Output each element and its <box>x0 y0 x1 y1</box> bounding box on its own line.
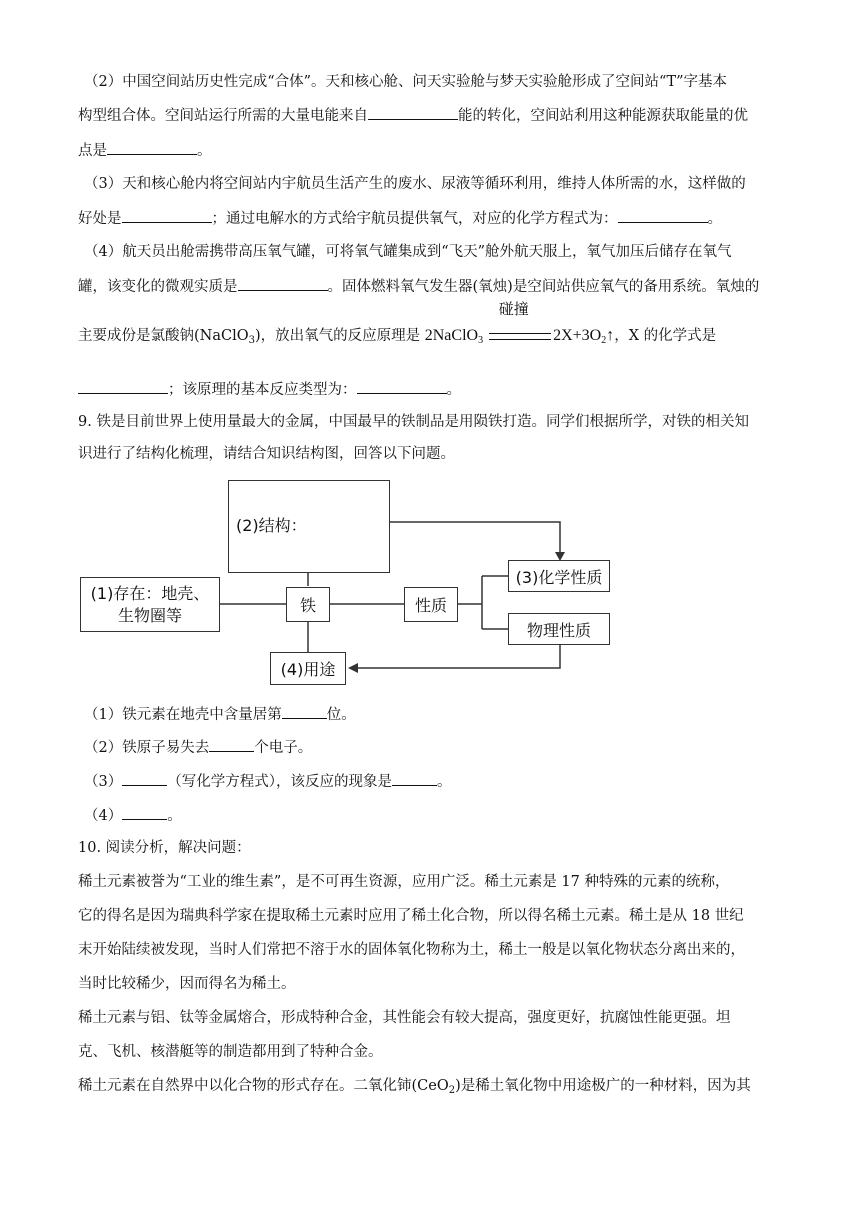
q9-2-text-b: 个电子。 <box>254 740 313 756</box>
q9-line-1: 9. 铁是目前世界上使用量最大的金属，中国最早的铁制品是用陨铁打造。同学们根据所学，对铁的相关知 <box>78 414 749 430</box>
q9-3-text-a: （3） <box>84 774 123 790</box>
answer-blank[interactable] <box>282 704 327 719</box>
q4-text-b: 。固体燃料氧气发生器(氧烛)是空间站供应氧气的备用系统。氧烛的 <box>327 279 760 295</box>
q9-1-text-a: （1）铁元素在地壳中含量居第 <box>84 707 282 723</box>
q10-p2-line-1: 稀土元素与铝、钛等金属熔合，形成特种合金，其性能会有较大提高，强度更好，抗腐蚀性能更强。坦 <box>78 1010 731 1026</box>
answer-blank[interactable] <box>122 805 167 820</box>
q9-2-text-a: （2）铁原子易失去 <box>84 740 210 756</box>
answer-blank[interactable] <box>122 771 167 786</box>
structure-label: (2)结构： <box>236 516 307 535</box>
iron-box: 铁 <box>286 587 330 622</box>
q2-text-b: 能的转化，空间站利用这种能源获取能量的优 <box>458 108 748 124</box>
q4-text-d: )，放出氧气的反应原理是 <box>254 328 421 344</box>
q10-title: 10. 阅读分析，解决问题： <box>78 840 251 856</box>
q3-text-a: 好处是 <box>78 211 122 227</box>
use-box: (4)用途 <box>270 652 346 685</box>
q4-text-g: 。 <box>446 382 461 398</box>
q9-sub-4 <box>84 805 794 826</box>
q4-text-a: 罐，该变化的微观实质是 <box>78 279 238 295</box>
equation-reactant: 2NaClO <box>424 327 479 344</box>
q4-text-c: 主要成份是氯酸钠(NaClO <box>78 328 249 344</box>
q4-line-1: （4）航天员出舱需携带高压氧气罐，可将氧气罐集成到“飞天”舱外航天服上，氧气加压后储存在氧气 <box>84 244 732 260</box>
q9-4-text-a: （4） <box>84 808 123 824</box>
arrow-physical-use <box>356 645 560 668</box>
q2-text-a: 构型组合体。空间站运行所需的大量电能来自 <box>78 108 368 124</box>
q10-p3-text-b: )是稀土氧化物中用途极广的一种材料，因为其 <box>455 1078 751 1094</box>
subscript: 3 <box>478 335 484 346</box>
q10-p1-line-2: 它的得名是因为瑞典科学家在提取稀土元素时应用了稀土化合物，所以得名稀土元素。稀土是从 18 世纪 <box>78 908 744 924</box>
arrow-head-icon <box>348 663 358 673</box>
q9-sub-1 <box>84 704 794 725</box>
q10-p1-line-3: 末开始陆续被发现，当时人们常把不溶于水的固体氧化物称为土，稀土一般是以氧化物状态分离出来的， <box>78 942 745 958</box>
q4-text-e: ，X 的化学式是 <box>614 328 717 344</box>
q10-p3-text-a: 稀土元素在自然界中以化合物的形式存在。二氧化铈(CeO <box>78 1078 449 1094</box>
q3-text-b: ；通过电解水的方式给宇航员提供氧气，对应的化学方程式为： <box>211 211 618 227</box>
q9-sub-3 <box>84 771 794 792</box>
existence-text: 生物圈等 <box>117 605 182 625</box>
q4-text-f: ；该原理的基本反应类型为： <box>168 382 357 398</box>
q10-p1-line-4: 当时比较稀少，因而得名为稀土。 <box>78 976 296 992</box>
q9-3-text-c: 。 <box>436 774 452 790</box>
arrow-structure-chemical <box>390 522 560 555</box>
gas-arrow-icon: ↑ <box>606 327 615 344</box>
q2-line-1: （2）中国空间站历史性完成“合体”。天和核心舱、问天实验舱与梦天实验舱形成了空间站“T”字基本 <box>84 74 728 90</box>
q10-p3-line-1 <box>78 1076 788 1096</box>
existence-text: (1)存在：地壳、 <box>90 583 210 603</box>
chemical-property-box: (3)化学性质 <box>508 560 610 592</box>
q10-p1-line-1: 稀土元素被誉为“工业的维生素”，是不可再生资源，应用广泛。稀土元素是 17 种特殊的元素的统称， <box>78 874 730 890</box>
q9-3-text-b: （写化学方程式），该反应的现象是 <box>167 774 392 790</box>
q9-line-2: 识进行了结构化梳理，请结合知识结构图，回答以下问题。 <box>78 446 455 462</box>
answer-blank[interactable] <box>209 737 254 752</box>
q9-1-text-b: 位。 <box>326 707 356 723</box>
reaction-condition: 碰撞 <box>498 302 529 318</box>
existence-box <box>80 577 220 632</box>
q2-text-c: 点是 <box>78 143 107 159</box>
q2-text-d: 。 <box>197 143 212 159</box>
q3-text-c: 。 <box>707 211 722 227</box>
subscript: 2 <box>448 1085 456 1096</box>
q3-line-1: （3）天和核心舱内将空间站内宇航员生活产生的废水、尿液等循环利用，维持人体所需的水，这样做的 <box>84 176 746 192</box>
q9-4-text-b: 。 <box>167 808 182 824</box>
q9-sub-2 <box>84 737 794 758</box>
answer-blank[interactable] <box>392 771 437 786</box>
equation-product: 2X+3O <box>553 327 602 344</box>
q10-p2-line-2: 克、飞机、核潜艇等的制造都用到了特种合金。 <box>78 1044 383 1060</box>
subscript: 2 <box>601 335 607 346</box>
subscript: 3 <box>248 335 255 346</box>
physical-property-box: 物理性质 <box>508 613 610 645</box>
property-box: 性质 <box>404 587 458 622</box>
